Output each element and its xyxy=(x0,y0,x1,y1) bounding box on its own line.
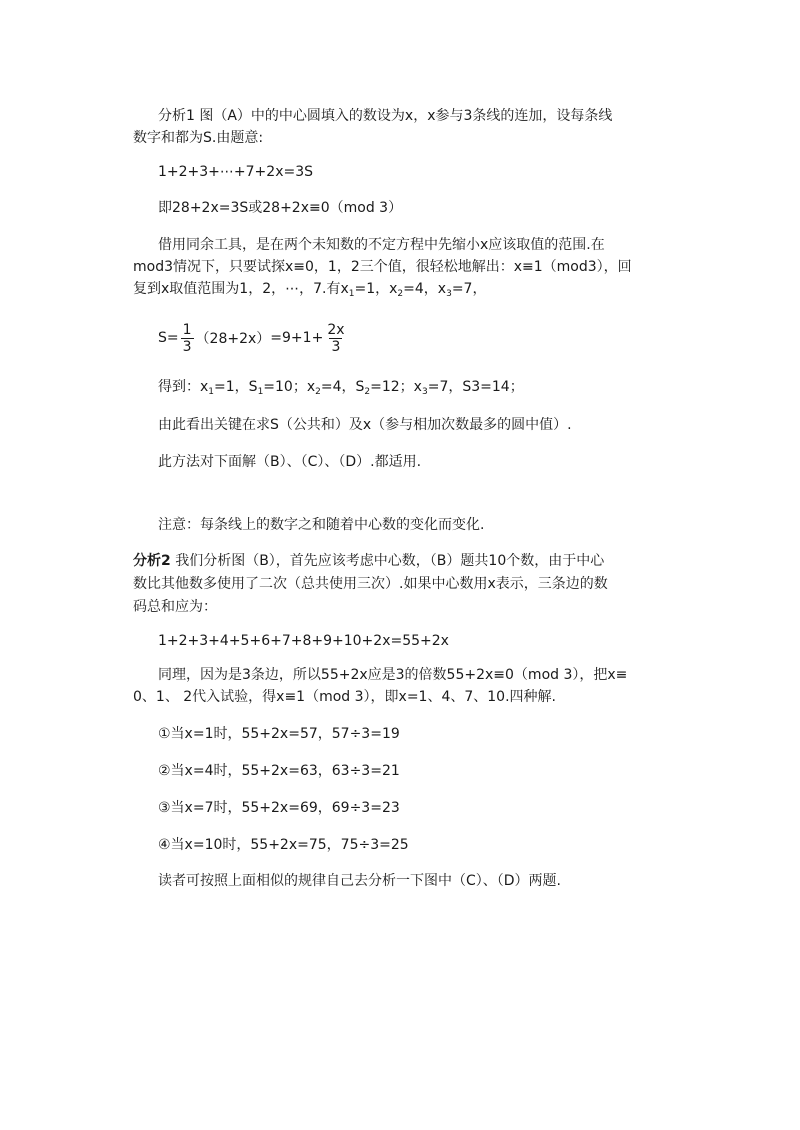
closing-paragraph: 读者可按照上面相似的规律自己去分析一下图中（C）、（D）两题. xyxy=(158,873,562,889)
analysis1-para2-line1: 借用同余工具，是在两个未知数的不定方程中先缩小x应该取值的范围.在 xyxy=(158,237,605,253)
note: 注意：每条线上的数字之和随着中心数的变化而变化. xyxy=(158,517,485,533)
analysis2-para1-line1: 同理，因为是3条边，所以55+2x应是3的倍数55+2x≡0（mod 3），把x≡ xyxy=(158,667,628,683)
analysis1-para2-line3: 复到x取值范围为1，2，⋯，7.有$x_1=1$，$x_2=4$，$x_3=7$， xyxy=(133,281,487,299)
case-item: ③当x=7时，55+2x=69，69÷3=23 xyxy=(158,800,400,816)
case-item: ④当x=10时，55+2x=75，75÷3=25 xyxy=(158,837,409,853)
analysis1-para3: 由此看出关键在求S（公共和）及x（参与相加次数最多的圆中值）. xyxy=(158,417,572,433)
analysis2-heading: 分析2 xyxy=(133,553,171,569)
analysis2-line2: 数比其他数多使用了二次（总共使用三次）.如果中心数用x表示，三条边的数 xyxy=(133,576,608,592)
analysis2-para1-line2: 0、1、 2代入试验，得x≡1（mod 3），即x=1、4、7、10.四种解. xyxy=(133,689,556,705)
case-item: ①当x=1时，55+2x=57，57÷3=19 xyxy=(158,726,400,742)
formula-s: S= $\frac{1}{3}$ （28+2x） =9+1+ $\frac{2x}{3}$ xyxy=(158,321,345,355)
analysis1-para1-line2: 数字和都为S.由题意: xyxy=(133,130,264,146)
fraction-2x-over-3: $\frac{2x}{3}$ xyxy=(327,321,345,355)
analysis1-results: 得到：$x_1=1$，$S_1=10$；$x_2=4$，$S_2=12$；$x_3=7$，S3=14； xyxy=(158,379,524,397)
case-item: ②当x=4时，55+2x=63，63÷3=21 xyxy=(158,763,400,779)
analysis2-line3: 码总和应为： xyxy=(133,599,217,615)
equation-mod3: 即28+2x=3S或28+2x≡0（mod 3） xyxy=(158,200,403,216)
analysis1-para4: 此方法对下面解（B）、（C）、（D）.都适用. xyxy=(158,454,422,470)
analysis2-equation: 1+2+3+4+5+6+7+8+9+10+2x=55+2x xyxy=(158,633,449,649)
fraction-one-third: $\frac{1}{3}$ xyxy=(182,321,192,355)
analysis2-line1: 分析2 我们分析图（B），首先应该考虑中心数，（B）题共10个数，由于中心 xyxy=(133,553,605,569)
analysis1-para1-line1: 分析1 图（A）中的中心圆填入的数设为x，x参与3条线的连加，设每条线 xyxy=(158,108,613,124)
analysis1-para2-line2: mod3情况下，只要试探x≡0，1，2三个值，很轻松地解出：x≡1（mod3），回 xyxy=(133,259,632,275)
equation-sum: 1+2+3+⋯+7+2x=3S xyxy=(158,164,313,180)
